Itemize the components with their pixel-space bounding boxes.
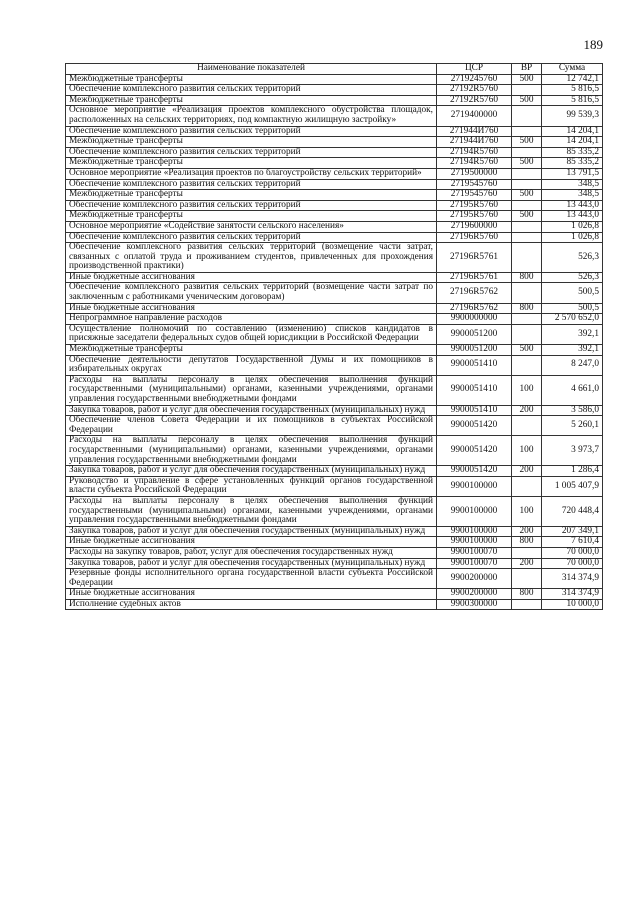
row-csr: 271944И760 <box>437 126 512 137</box>
table-row <box>66 168 603 179</box>
row-vr <box>512 476 542 496</box>
table-row <box>66 324 603 344</box>
row-sum: 1 026,8 <box>542 232 603 243</box>
row-name: Резервные фонды исполнительного органа государственной власти субъекта Российской Федерации <box>66 569 437 589</box>
row-sum: 13 443,0 <box>542 211 603 222</box>
row-csr: 2719245760 <box>437 74 512 85</box>
row-sum: 5 816,5 <box>542 85 603 96</box>
row-sum: 207 349,1 <box>542 526 603 537</box>
row-vr: 100 <box>512 496 542 526</box>
row-sum: 10 000,0 <box>542 599 603 610</box>
row-vr <box>512 179 542 190</box>
row-name: Расходы на выплаты персоналу в целях обеспечения выполнения функций государственными (муниципальными) органами, казенными учреждениями, органами управления государственными внебюджетными фондами <box>66 436 437 466</box>
table-row <box>66 345 603 356</box>
row-name: Основное мероприятие «Реализация проектов комплексного обустройства площадок, расположенных на сельских территориях, под компактную жилищную застройку» <box>66 106 437 126</box>
row-csr: 27192R5760 <box>437 95 512 106</box>
row-csr: 27196R5762 <box>437 283 512 303</box>
row-sum: 85 335,2 <box>542 147 603 158</box>
table-row <box>66 355 603 375</box>
row-csr: 9900100000 <box>437 496 512 526</box>
row-sum: 348,5 <box>542 190 603 201</box>
row-csr: 27196R5760 <box>437 232 512 243</box>
row-vr: 200 <box>512 558 542 569</box>
row-sum: 2 570 652,0 <box>542 314 603 325</box>
row-csr: 27196R5761 <box>437 272 512 283</box>
row-csr: 9900051200 <box>437 324 512 344</box>
table-row <box>66 190 603 201</box>
row-sum: 3 973,7 <box>542 436 603 466</box>
row-name: Межбюджетные трансферты <box>66 74 437 85</box>
row-csr: 2719400000 <box>437 106 512 126</box>
row-vr <box>512 243 542 273</box>
row-name: Обеспечение комплексного развития сельских территорий <box>66 179 437 190</box>
row-name: Межбюджетные трансферты <box>66 345 437 356</box>
row-name: Обеспечение комплексного развития сельских территорий (возмещение части затрат, связанных с оплатой труда и проживанием студентов, привлеченных для прохождения производственной практики) <box>66 243 437 273</box>
page-number: 189 <box>583 37 603 52</box>
row-csr: 9900051410 <box>437 405 512 416</box>
row-vr <box>512 106 542 126</box>
row-name: Иные бюджетные ассигнования <box>66 589 437 600</box>
row-vr: 800 <box>512 272 542 283</box>
row-vr <box>512 232 542 243</box>
row-name: Обеспечение комплексного развития сельских территорий <box>66 126 437 137</box>
row-csr: 271944И760 <box>437 137 512 148</box>
row-sum: 392,1 <box>542 324 603 344</box>
row-vr: 500 <box>512 74 542 85</box>
table-row <box>66 232 603 243</box>
row-csr: 9900051420 <box>437 416 512 436</box>
row-csr: 9900200000 <box>437 589 512 600</box>
table-row <box>66 211 603 222</box>
row-name: Закупка товаров, работ и услуг для обеспечения государственных (муниципальных) нужд <box>66 526 437 537</box>
row-sum: 348,5 <box>542 179 603 190</box>
row-csr: 27196R5761 <box>437 243 512 273</box>
table-row <box>66 569 603 589</box>
row-name: Закупка товаров, работ и услуг для обеспечения государственных (муниципальных) нужд <box>66 466 437 477</box>
table-row <box>66 436 603 466</box>
table-row <box>66 558 603 569</box>
row-vr <box>512 355 542 375</box>
row-sum: 14 204,1 <box>542 126 603 137</box>
row-name: Межбюджетные трансферты <box>66 95 437 106</box>
row-vr <box>512 126 542 137</box>
row-sum: 7 610,4 <box>542 537 603 548</box>
row-vr: 200 <box>512 526 542 537</box>
row-sum: 5 260,1 <box>542 416 603 436</box>
row-csr: 9900051420 <box>437 436 512 466</box>
table-row <box>66 466 603 477</box>
row-sum: 13 791,5 <box>542 168 603 179</box>
row-name: Межбюджетные трансферты <box>66 158 437 169</box>
row-vr <box>512 283 542 303</box>
row-vr <box>512 168 542 179</box>
row-csr: 9900000000 <box>437 314 512 325</box>
budget-table <box>65 63 603 610</box>
row-sum: 720 448,4 <box>542 496 603 526</box>
row-csr: 27196R5762 <box>437 303 512 314</box>
row-name: Обеспечение комплексного развития сельских территорий <box>66 200 437 211</box>
row-vr: 500 <box>512 211 542 222</box>
header-name: Наименование показателей <box>66 64 437 75</box>
table-row <box>66 137 603 148</box>
table-body <box>66 74 603 610</box>
table-row <box>66 589 603 600</box>
row-name: Расходы на выплаты персоналу в целях обеспечения выполнения функций государственными (муниципальными) органами, казенными учреждениями, органами управления государственными внебюджетными фондами <box>66 496 437 526</box>
row-name: Обеспечение комплексного развития сельских территорий <box>66 232 437 243</box>
row-vr: 200 <box>512 405 542 416</box>
row-sum: 12 742,1 <box>542 74 603 85</box>
row-csr: 2719600000 <box>437 221 512 232</box>
row-csr: 9900300000 <box>437 599 512 610</box>
row-sum: 500,5 <box>542 283 603 303</box>
row-vr <box>512 324 542 344</box>
row-vr: 500 <box>512 95 542 106</box>
row-sum: 314 374,9 <box>542 569 603 589</box>
header-csr: ЦСР <box>437 64 512 75</box>
row-csr: 9900100000 <box>437 537 512 548</box>
row-vr <box>512 314 542 325</box>
row-csr: 9900100000 <box>437 476 512 496</box>
row-name: Иные бюджетные ассигнования <box>66 303 437 314</box>
row-name: Обеспечение комплексного развития сельских территорий <box>66 147 437 158</box>
row-name: Расходы на выплаты персоналу в целях обеспечения выполнения функций государственными (муниципальными) органами, казенными учреждениями, органами управления государственными внебюджетными фондами <box>66 375 437 405</box>
row-csr: 9900051420 <box>437 466 512 477</box>
row-sum: 13 443,0 <box>542 200 603 211</box>
table-row <box>66 303 603 314</box>
row-name: Основное мероприятие «Содействие занятости сельского населения» <box>66 221 437 232</box>
row-vr: 100 <box>512 375 542 405</box>
table-row <box>66 476 603 496</box>
row-sum: 14 204,1 <box>542 137 603 148</box>
table-row <box>66 85 603 96</box>
row-sum: 4 661,0 <box>542 375 603 405</box>
table-row <box>66 375 603 405</box>
row-name: Обеспечение комплексного развития сельских территорий <box>66 85 437 96</box>
row-sum: 85 335,2 <box>542 158 603 169</box>
row-csr: 27195R5760 <box>437 200 512 211</box>
row-sum: 500,5 <box>542 303 603 314</box>
row-vr <box>512 200 542 211</box>
row-sum: 392,1 <box>542 345 603 356</box>
row-sum: 8 247,0 <box>542 355 603 375</box>
table-row <box>66 221 603 232</box>
row-vr: 500 <box>512 345 542 356</box>
row-name: Осуществление полномочий по составлению (изменению) списков кандидатов в присяжные заседатели федеральных судов общей юрисдикции в Российской Федерации <box>66 324 437 344</box>
row-sum: 526,3 <box>542 272 603 283</box>
table-row <box>66 496 603 526</box>
table-row <box>66 416 603 436</box>
row-vr: 500 <box>512 137 542 148</box>
table-row <box>66 314 603 325</box>
row-name: Исполнение судебных актов <box>66 599 437 610</box>
row-sum: 1 286,4 <box>542 466 603 477</box>
header-sum: Сумма <box>542 64 603 75</box>
row-vr: 800 <box>512 303 542 314</box>
row-sum: 526,3 <box>542 243 603 273</box>
row-name: Межбюджетные трансферты <box>66 211 437 222</box>
row-name: Обеспечение деятельности депутатов Государственной Думы и их помощников в избирательных округах <box>66 355 437 375</box>
row-sum: 99 539,3 <box>542 106 603 126</box>
row-vr <box>512 547 542 558</box>
row-csr: 2719545760 <box>437 179 512 190</box>
row-vr: 800 <box>512 537 542 548</box>
row-name: Межбюджетные трансферты <box>66 190 437 201</box>
table-row <box>66 547 603 558</box>
row-name: Иные бюджетные ассигнования <box>66 272 437 283</box>
row-csr: 9900100000 <box>437 526 512 537</box>
row-name: Закупка товаров, работ и услуг для обеспечения государственных (муниципальных) нужд <box>66 405 437 416</box>
row-name: Закупка товаров, работ и услуг для обеспечения государственных (муниципальных) нужд <box>66 558 437 569</box>
table-row <box>66 158 603 169</box>
row-sum: 314 374,9 <box>542 589 603 600</box>
row-name: Руководство и управление в сфере установленных функций органов государственной власти субъекта Российской Федерации <box>66 476 437 496</box>
row-csr: 2719545760 <box>437 190 512 201</box>
table-row <box>66 599 603 610</box>
row-name: Непрограммное направление расходов <box>66 314 437 325</box>
row-csr: 27194R5760 <box>437 147 512 158</box>
table-row <box>66 106 603 126</box>
row-name: Расходы на закупку товаров, работ, услуг для обеспечения государственных нужд <box>66 547 437 558</box>
row-name: Межбюджетные трансферты <box>66 137 437 148</box>
header-vr: ВР <box>512 64 542 75</box>
row-vr: 800 <box>512 589 542 600</box>
table-row <box>66 537 603 548</box>
row-vr <box>512 416 542 436</box>
table-row <box>66 283 603 303</box>
table-row <box>66 243 603 273</box>
row-csr: 9900100070 <box>437 547 512 558</box>
row-name: Обеспечение комплексного развития сельских территорий (возмещение части затрат по заключенным с работниками ученическим договорам) <box>66 283 437 303</box>
row-csr: 9900051410 <box>437 355 512 375</box>
row-vr <box>512 147 542 158</box>
row-vr: 200 <box>512 466 542 477</box>
row-vr <box>512 599 542 610</box>
row-csr: 27192R5760 <box>437 85 512 96</box>
row-csr: 27194R5760 <box>437 158 512 169</box>
row-sum: 3 586,0 <box>542 405 603 416</box>
row-sum: 1 026,8 <box>542 221 603 232</box>
row-csr: 9900100070 <box>437 558 512 569</box>
row-sum: 70 000,0 <box>542 558 603 569</box>
row-csr: 9900200000 <box>437 569 512 589</box>
row-csr: 9900051200 <box>437 345 512 356</box>
row-vr <box>512 221 542 232</box>
row-name: Основное мероприятие «Реализация проектов по благоустройству сельских территорий» <box>66 168 437 179</box>
row-vr: 500 <box>512 190 542 201</box>
row-csr: 2719500000 <box>437 168 512 179</box>
row-vr <box>512 569 542 589</box>
row-vr: 500 <box>512 158 542 169</box>
row-vr <box>512 85 542 96</box>
row-sum: 5 816,5 <box>542 95 603 106</box>
row-csr: 27195R5760 <box>437 211 512 222</box>
row-csr: 9900051410 <box>437 375 512 405</box>
table-header-row <box>66 64 603 75</box>
row-name: Иные бюджетные ассигнования <box>66 537 437 548</box>
row-vr: 100 <box>512 436 542 466</box>
row-sum: 1 005 407,9 <box>542 476 603 496</box>
row-sum: 70 000,0 <box>542 547 603 558</box>
row-name: Обеспечение членов Совета Федерации и их помощников в субъектах Российской Федерации <box>66 416 437 436</box>
